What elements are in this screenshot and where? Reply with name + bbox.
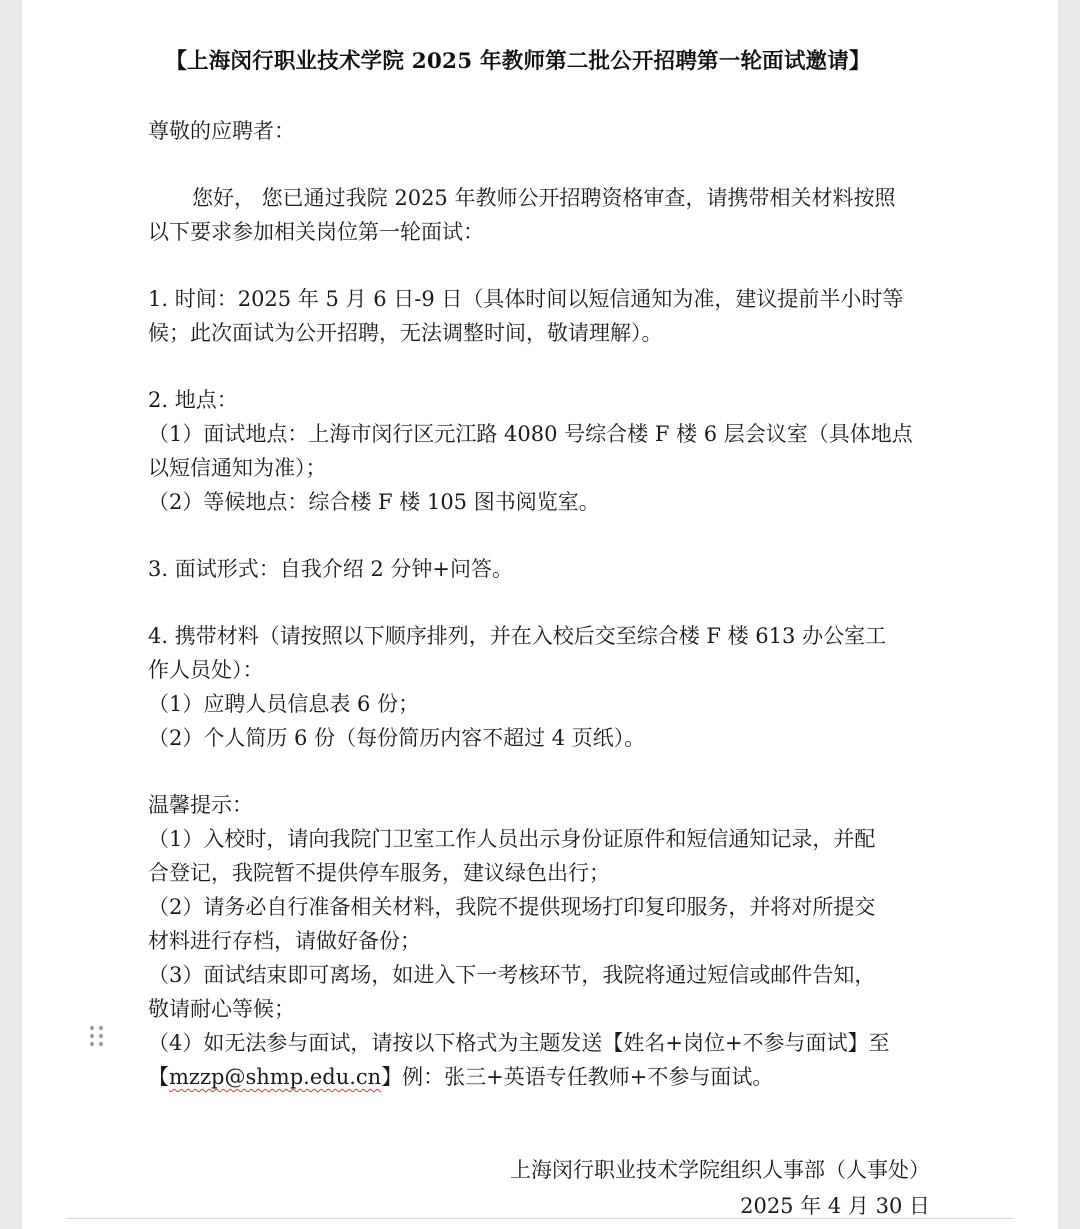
section2-heading: 2. 地点： <box>148 388 238 412</box>
document-body <box>148 114 938 1094</box>
signature-department: 上海闵行职业技术学院组织人事部（人事处） <box>510 1158 930 1182</box>
tip-2-line-1: （2）请务必自行准备相关材料，我院不提供现场打印复印服务，并将对所提交 <box>148 895 876 919</box>
tip-4-example: 】例：张三+英语专任教师+不参与面试。 <box>381 1065 774 1089</box>
intro-line-2: 以下要求参加相关岗位第一轮面试： <box>148 220 484 244</box>
document-title: 【上海闵行职业技术学院 2025 年教师第二批公开招聘第一轮面试邀请】 <box>165 49 871 74</box>
page-bottom-divider <box>66 1218 1014 1219</box>
section4-item-1: （1）应聘人员信息表 6 份； <box>148 692 420 716</box>
email-link[interactable]: mzzp@shmp.edu.cn <box>169 1065 382 1089</box>
drag-handle-icon[interactable] <box>90 1026 106 1050</box>
tip-4-open-bracket: 【 <box>148 1065 169 1089</box>
tip-4-line-2 <box>148 1060 938 1094</box>
section1-line-2: 候；此次面试为公开招聘，无法调整时间，敬请理解）。 <box>148 321 663 345</box>
section1-line-1: 1. 时间：2025 年 5 月 6 日-9 日（具体时间以短信通知为准，建议提前半小时等 <box>148 287 904 311</box>
section2-item-1-line-1: （1）面试地点：上海市闵行区元江路 4080 号综合楼 F 楼 6 层会议室（具体地点 <box>148 422 913 446</box>
intro-line-1: 您好， 您已通过我院 2025 年教师公开招聘资格审查，请携带相关材料按照 <box>192 186 896 210</box>
section4-line-2: 作人员处）： <box>148 658 264 682</box>
tip-1-line-1: （1）入校时，请向我院门卫室工作人员出示身份证原件和短信通知记录，并配 <box>148 827 876 851</box>
section2-item-1-line-2: 以短信通知为准）； <box>148 456 327 480</box>
signature-block <box>510 1152 930 1224</box>
tips-heading: 温馨提示： <box>148 793 253 817</box>
tip-3-line-1: （3）面试结束即可离场，如进入下一考核环节，我院将通过短信或邮件告知， <box>148 963 876 987</box>
tip-4-line-1: （4）如无法参与面试，请按以下格式为主题发送【姓名+岗位+不参与面试】至 <box>148 1031 890 1055</box>
signature-date: 2025 年 4 月 30 日 <box>740 1194 930 1218</box>
section4-item-2: （2）个人简历 6 份（每份简历内容不超过 4 页纸）。 <box>148 726 646 750</box>
section3-text: 3. 面试形式：自我介绍 2 分钟+问答。 <box>148 557 514 581</box>
tip-3-line-2: 敬请耐心等候； <box>148 997 295 1021</box>
tip-1-line-2: 合登记，我院暂不提供停车服务，建议绿色出行； <box>148 861 610 885</box>
section2-item-2: （2）等候地点：综合楼 F 楼 105 图书阅览室。 <box>148 490 600 514</box>
salutation: 尊敬的应聘者： <box>148 119 295 143</box>
tip-2-line-2: 材料进行存档，请做好备份； <box>148 929 421 953</box>
section4-line-1: 4. 携带材料（请按照以下顺序排列，并在入校后交至综合楼 F 楼 613 办公室工 <box>148 624 887 648</box>
